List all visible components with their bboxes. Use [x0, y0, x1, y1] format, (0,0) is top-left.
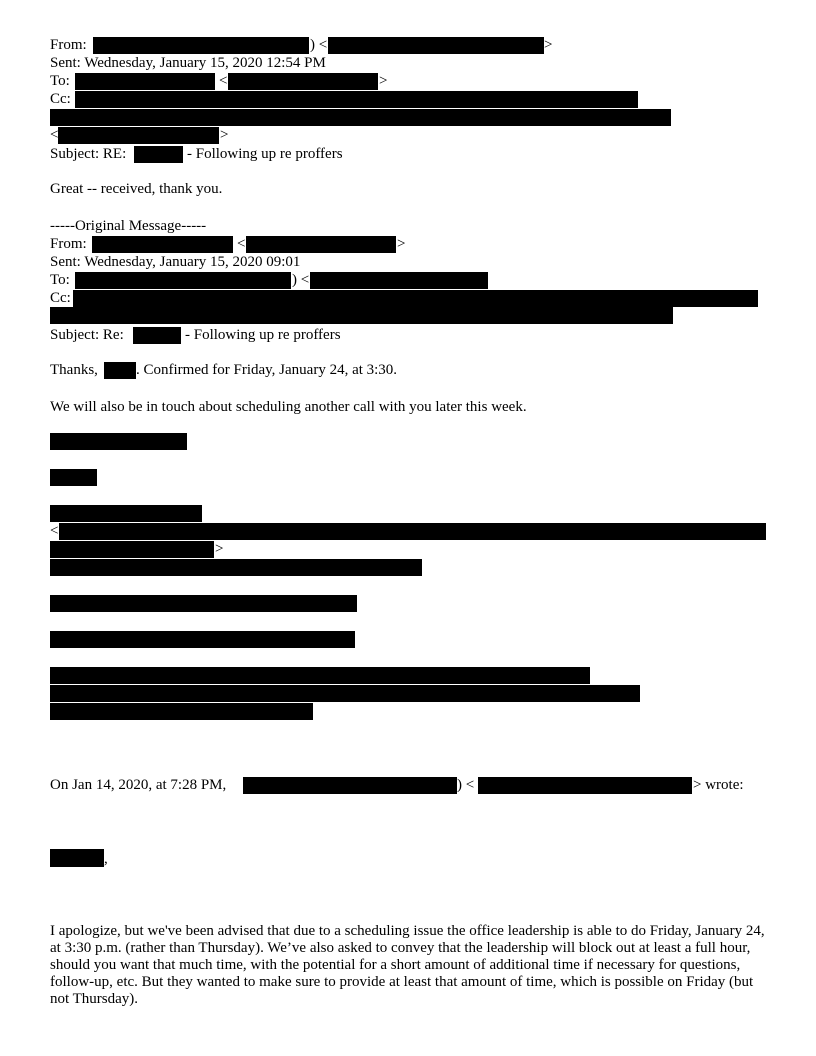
body-line: We will also be in touch about scheduling another call with you later this week.: [50, 399, 527, 415]
on-date-prefix: On Jan 14, 2020, at 7:28 PM,: [50, 777, 227, 793]
original-message-marker: -----Original Message-----: [50, 218, 207, 234]
from-label: From:: [50, 37, 87, 53]
close-bracket: >: [220, 127, 229, 143]
redacted-recipient-email: [310, 272, 488, 289]
redacted-signature-line: [50, 469, 97, 486]
to-label: To:: [50, 272, 70, 288]
redacted-cc-email: [58, 127, 219, 144]
redacted-recipient-email: [228, 73, 378, 90]
paren-bracket: ) <: [310, 37, 328, 53]
close-bracket: >: [379, 73, 388, 89]
redacted-cc-line-2: [50, 307, 673, 324]
quoted-paragraph: I apologize, but we've been advised that due to a scheduling issue the office leadership is able to do Friday, January 24, at 3:30 p.m. (rather than Thursday). We’ve also asked to convey that the leadership will block out at least a full hour, should you want that much time, with the potential for a short amount of additional time if necessary for questions, follow-up, etc. But they wanted to make sure to provide at least that amount of time, which is possible on Friday (but not Thursday).: [50, 923, 765, 1007]
redacted-disclaimer-line: [50, 703, 313, 720]
redacted-sender-name: [93, 37, 309, 54]
redacted-signature-line: [50, 433, 187, 450]
redacted-subject-name: [133, 327, 181, 344]
sent-line: Sent: Wednesday, January 15, 2020 12:54 PM: [50, 55, 326, 71]
redacted-signature-line: [50, 559, 422, 576]
to-label: To:: [50, 73, 70, 89]
cc-label: Cc:: [50, 290, 71, 306]
reply-text: Great -- received, thank you.: [50, 181, 223, 197]
open-bracket: <: [50, 523, 59, 539]
redacted-sender-email: [328, 37, 544, 54]
redacted-disclaimer-line: [50, 685, 640, 702]
redacted-disclaimer-line: [50, 667, 590, 684]
close-bracket: >: [397, 236, 406, 252]
subject-suffix: - Following up re proffers: [187, 146, 343, 162]
redacted-signature-line: [50, 505, 202, 522]
subject-suffix: - Following up re proffers: [185, 327, 341, 343]
redacted-name: [104, 362, 136, 379]
from-label: From:: [50, 236, 87, 252]
thanks-suffix: . Confirmed for Friday, January 24, at 3:30.: [136, 362, 398, 378]
close-bracket: >: [544, 37, 553, 53]
sent-line: Sent: Wednesday, January 15, 2020 09:01: [50, 254, 301, 270]
redacted-recipient-name: [75, 272, 291, 289]
redacted-sender-email: [478, 777, 692, 794]
redacted-signature-email: [59, 523, 766, 540]
redacted-sender-name: [92, 236, 233, 253]
redacted-signature-email-cont: [50, 541, 214, 558]
close-bracket: >: [215, 541, 224, 557]
redacted-cc-line-1: [73, 290, 758, 307]
subject-prefix: Subject: Re:: [50, 327, 124, 343]
redacted-signature-line: [50, 631, 355, 648]
redacted-greeting-name: [50, 849, 104, 867]
open-bracket: <: [50, 127, 59, 143]
open-bracket: <: [237, 236, 246, 252]
open-bracket: <: [219, 73, 228, 89]
redacted-cc-line-1: [75, 91, 638, 108]
cc-label: Cc:: [50, 91, 71, 107]
redacted-cc-line-2: [50, 109, 671, 126]
redacted-sender-name: [243, 777, 457, 794]
thanks-prefix: Thanks,: [50, 362, 98, 378]
redacted-recipient-name: [75, 73, 215, 90]
paren-bracket: ) <: [457, 777, 475, 793]
redacted-subject-name: [134, 146, 183, 163]
redacted-signature-line: [50, 595, 357, 612]
redacted-sender-email: [246, 236, 396, 253]
subject-prefix: Subject: RE:: [50, 146, 127, 162]
wrote-suffix: > wrote:: [693, 777, 744, 793]
greeting-comma: ,: [104, 851, 108, 867]
paren-bracket: ) <: [292, 272, 310, 288]
